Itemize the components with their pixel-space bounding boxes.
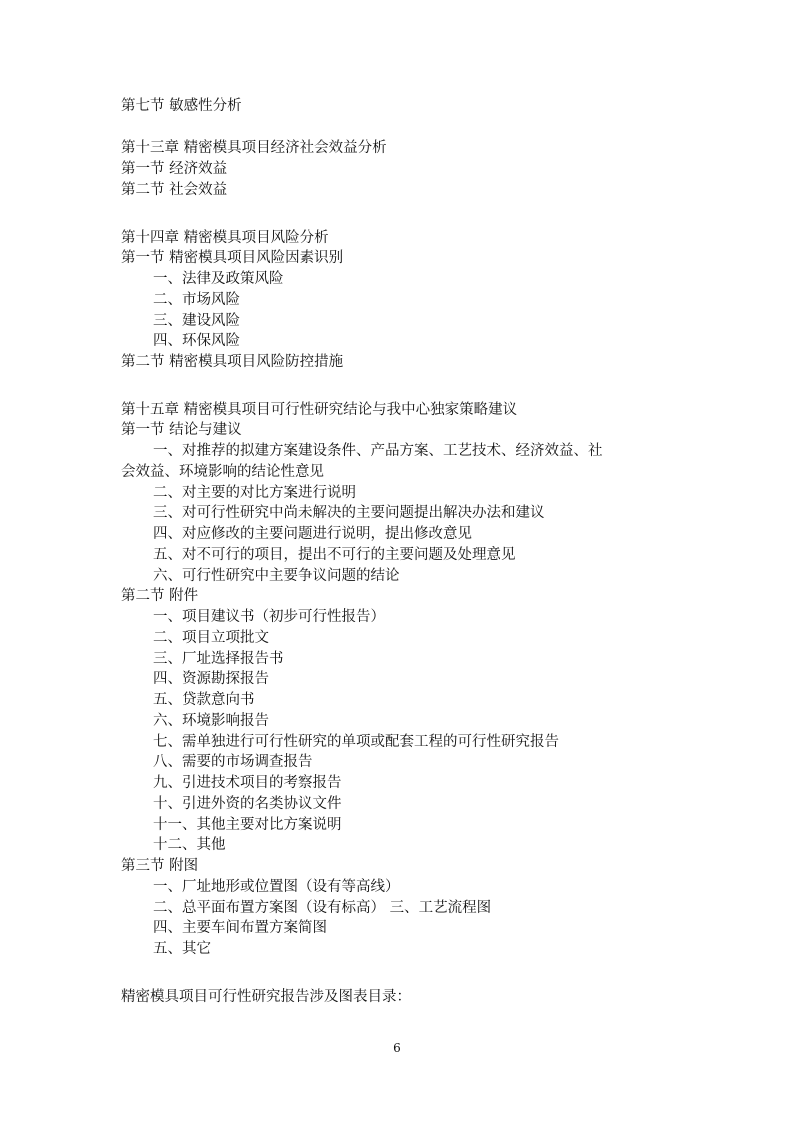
list-item: 九、引进技术项目的考察报告: [153, 775, 342, 791]
section-heading: 第二节 社会效益: [121, 182, 228, 198]
section-heading: 第二节 精密模具项目风险防控措施: [121, 354, 344, 370]
section-heading: 第一节 结论与建议: [121, 422, 242, 438]
section-heading: 第二节 附件: [121, 588, 199, 604]
section-heading: 第三节 附图: [121, 858, 199, 874]
chapter-heading: 第十四章 精密模具项目风险分析: [121, 230, 329, 246]
list-item: 六、环境影响报告: [153, 713, 269, 729]
list-item: 三、厂址选择报告书: [153, 651, 284, 667]
list-item: 五、对不可行的项目，提出不可行的主要问题及处理意见: [153, 547, 516, 563]
list-item: 五、贷款意向书: [153, 692, 255, 708]
list-item: 十一、其他主要对比方案说明: [153, 817, 342, 833]
list-item: 四、资源勘探报告: [153, 671, 269, 687]
page-number: 6: [393, 1041, 401, 1055]
figures-list-heading: 精密模具项目可行性研究报告涉及图表目录：: [121, 989, 411, 1005]
list-item: 十二、其他: [153, 837, 226, 853]
list-item: 五、其它: [153, 941, 211, 957]
section-heading: 第七节 敏感性分析: [121, 98, 242, 114]
list-item: 四、环保风险: [153, 333, 240, 349]
list-item: 二、项目立项批文: [153, 630, 269, 646]
list-item: 一、对推荐的拟建方案建设条件、产品方案、工艺技术、经济效益、社: [153, 443, 603, 459]
list-item: 六、可行性研究中主要争议问题的结论: [153, 568, 400, 584]
list-item: 四、主要车间布置方案简图: [153, 920, 327, 936]
list-item: 八、需要的市场调查报告: [153, 754, 313, 770]
chapter-heading: 第十三章 精密模具项目经济社会效益分析: [121, 140, 387, 156]
list-item: 二、对主要的对比方案进行说明: [153, 485, 356, 501]
chapter-heading: 第十五章 精密模具项目可行性研究结论与我中心独家策略建议: [121, 402, 518, 418]
section-heading: 第一节 精密模具项目风险因素识别: [121, 250, 344, 266]
list-item: 一、法律及政策风险: [153, 271, 284, 287]
list-item: 一、项目建议书（初步可行性报告）: [153, 609, 385, 625]
list-item: 三、对可行性研究中尚未解决的主要问题提出解决办法和建议: [153, 505, 545, 521]
list-item-continuation: 会效益、环境影响的结论性意见: [121, 464, 324, 480]
list-item: 七、需单独进行可行性研究的单项或配套工程的可行性研究报告: [153, 734, 559, 750]
list-item: 十、引进外资的名类协议文件: [153, 796, 342, 812]
list-item: 二、市场风险: [153, 292, 240, 308]
section-heading: 第一节 经济效益: [121, 161, 228, 177]
list-item: 一、厂址地形或位置图（设有等高线）: [153, 879, 400, 895]
list-item: 四、对应修改的主要问题进行说明，提出修改意见: [153, 526, 472, 542]
list-item: 二、总平面布置方案图（设有标高） 三、工艺流程图: [153, 900, 492, 916]
list-item: 三、建设风险: [153, 313, 240, 329]
